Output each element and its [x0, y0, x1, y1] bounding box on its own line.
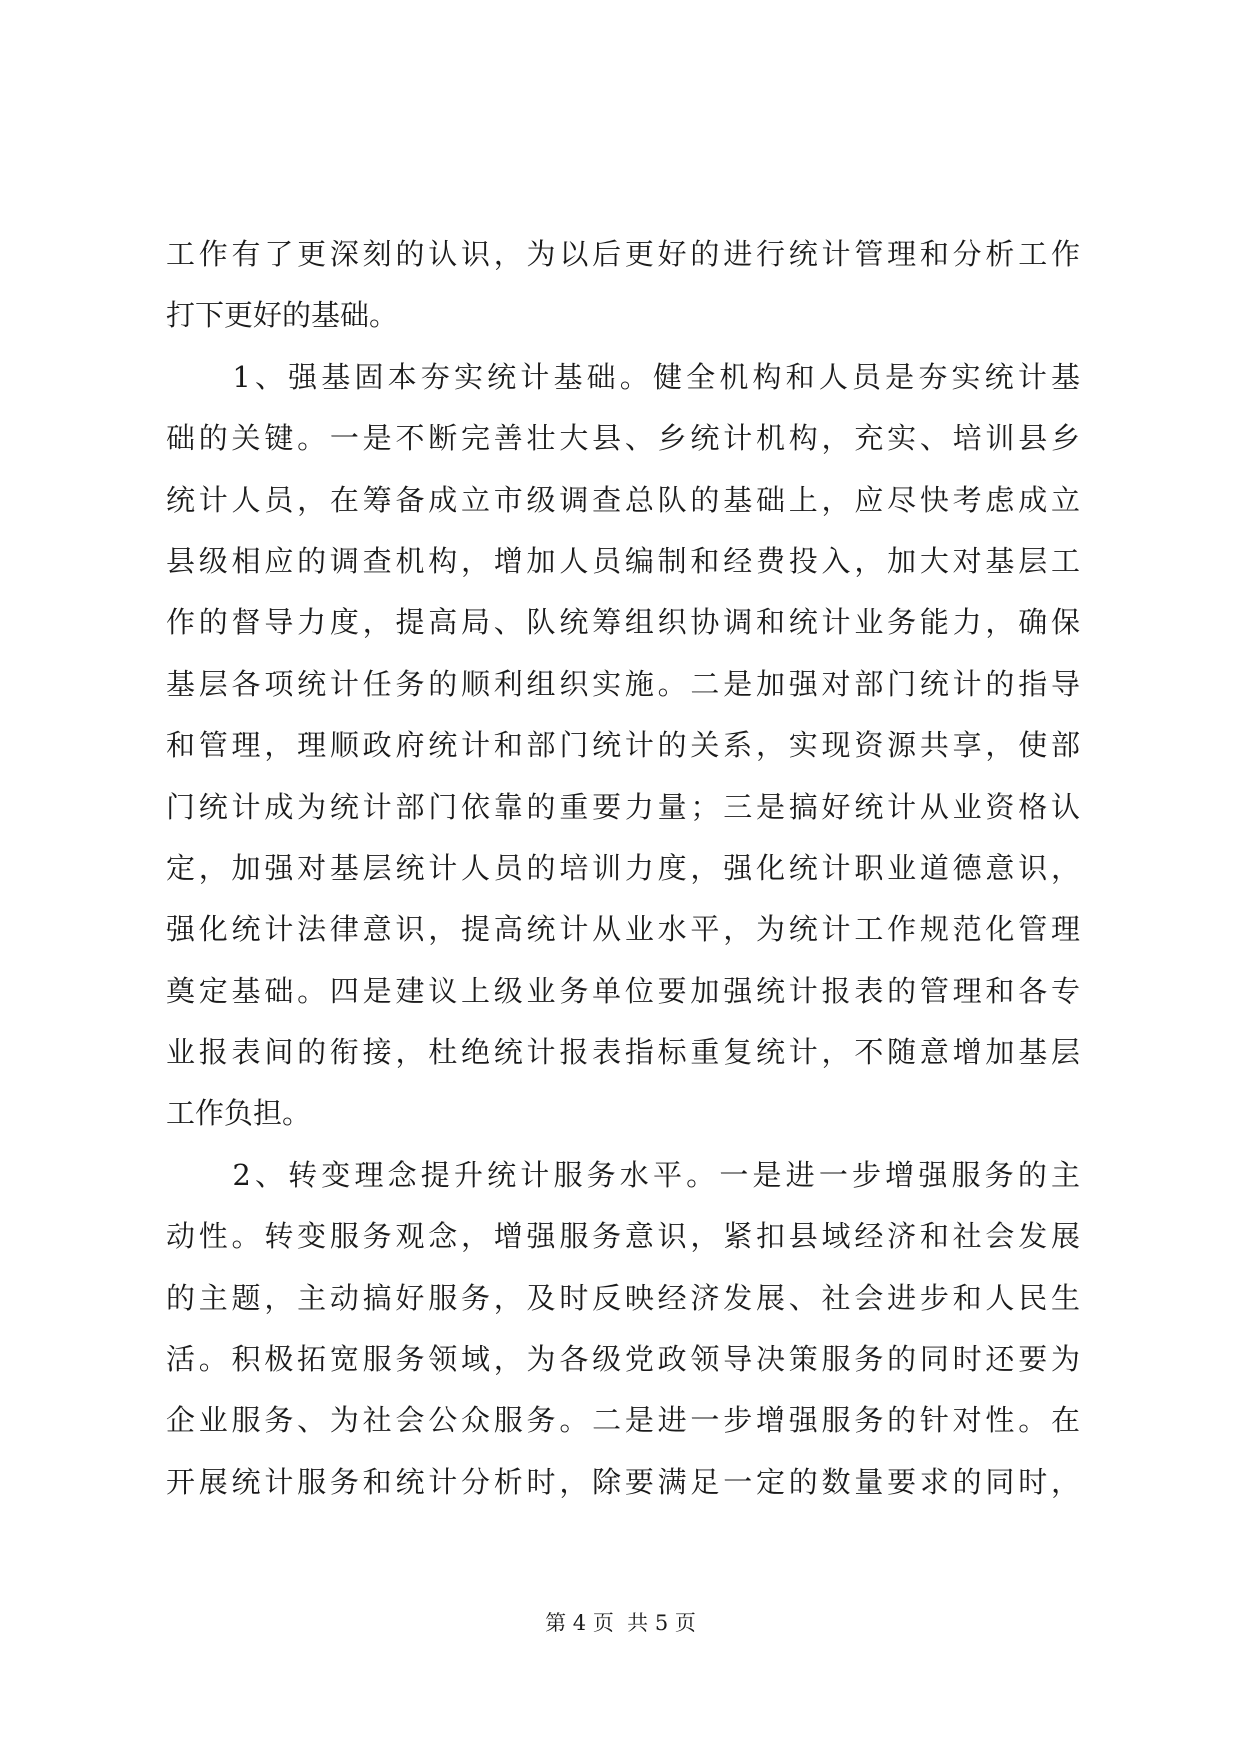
text-line: 门统计成为统计部门依靠的重要力量；三是搞好统计从业资格认 — [166, 789, 1080, 824]
text-line: 统计人员，在筹备成立市级调查总队的基础上，应尽快考虑成立 — [166, 482, 1080, 517]
text-line: 奠定基础。四是建议上级业务单位要加强统计报表的管理和各专 — [166, 973, 1080, 1008]
text-line: 开展统计服务和统计分析时，除要满足一定的数量要求的同时， — [166, 1464, 1080, 1499]
text-line: 基层各项统计任务的顺利组织实施。二是加强对部门统计的指导 — [166, 666, 1080, 701]
text-line: 企业服务、为社会公众服务。二是进一步增强服务的针对性。在 — [166, 1403, 1080, 1438]
body-text — [166, 224, 1080, 1513]
text-line: 强化统计法律意识，提高统计从业水平，为统计工作规范化管理 — [166, 912, 1080, 947]
text-line: 的主题，主动搞好服务，及时反映经济发展、社会进步和人民生 — [166, 1280, 1080, 1315]
text-line: 定，加强对基层统计人员的培训力度，强化统计职业道德意识， — [166, 850, 1080, 885]
text-line: 活。积极拓宽服务领域，为各级党政领导决策服务的同时还要为 — [166, 1342, 1080, 1377]
text-line: 业报表间的衔接，杜绝统计报表指标重复统计，不随意增加基层 — [166, 1035, 1080, 1070]
text-line: 工作有了更深刻的认识，为以后更好的进行统计管理和分析工作 — [166, 237, 1080, 271]
text-line: 作的督导力度，提高局、队统筹组织协调和统计业务能力，确保 — [166, 605, 1080, 640]
paragraph-1-start: 1、强基固本夯实统计基础。健全机构和人员是夯实统计基 — [166, 359, 1080, 394]
text-line: 础的关键。一是不断完善壮大县、乡统计机构，充实、培训县乡 — [166, 421, 1080, 456]
paragraph-2-start: 2、转变理念提升统计服务水平。一是进一步增强服务的主 — [166, 1157, 1080, 1192]
text-line: 工作负担。 — [166, 1096, 312, 1131]
page-footer — [0, 1608, 1241, 1638]
page-number: 第 4 页 共 5 页 — [545, 1611, 696, 1635]
text-line: 和管理，理顺政府统计和部门统计的关系，实现资源共享，使部 — [166, 728, 1080, 763]
text-line: 打下更好的基础。 — [166, 298, 399, 333]
text-line: 县级相应的调查机构，增加人员编制和经费投入，加大对基层工 — [166, 543, 1080, 578]
text-line: 动性。转变服务观念，增强服务意识，紧扣县域经济和社会发展 — [166, 1219, 1080, 1254]
